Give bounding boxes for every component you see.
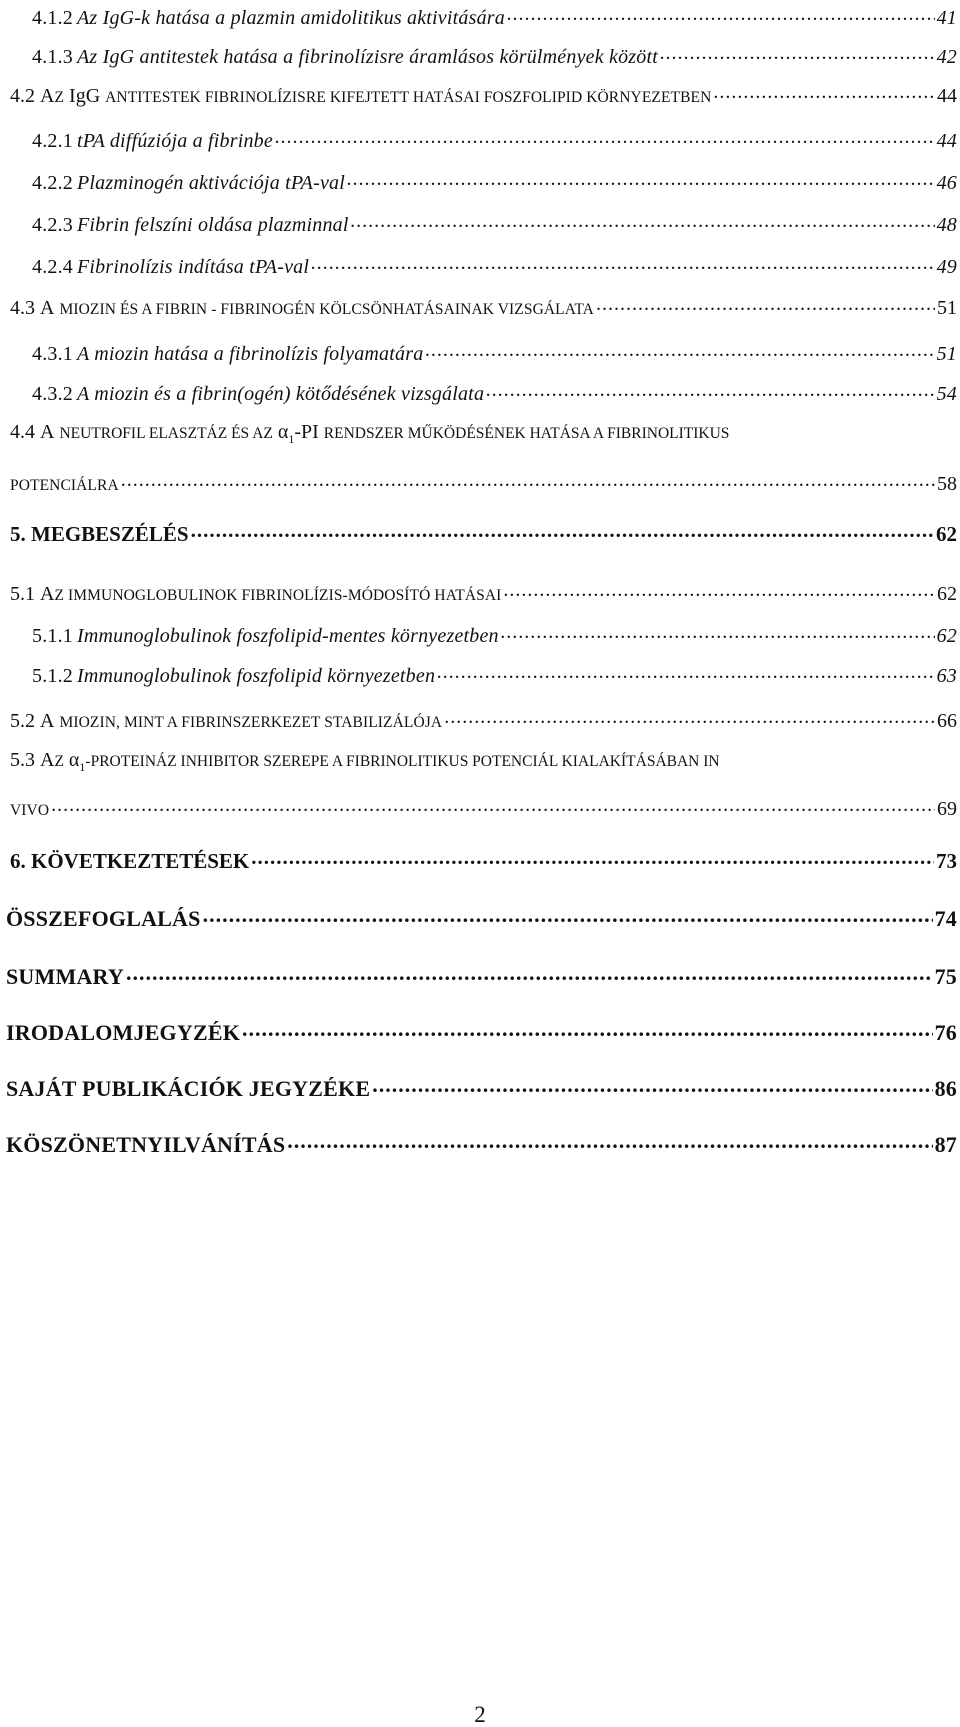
toc-entry-first-line[interactable]	[10, 422, 729, 445]
entry-page: 62	[936, 625, 957, 647]
entry-title-part: NEUTROFIL ELASZTÁZ ÉS AZ	[59, 425, 273, 442]
alpha-subscript: 1	[288, 432, 295, 446]
entry-title: A miozin hatása a fibrinolízis folyamatára	[77, 343, 424, 365]
dot-leader	[121, 470, 935, 490]
toc-entry[interactable]	[32, 211, 957, 235]
alpha-symbol: α	[277, 421, 289, 443]
toc-entry[interactable]	[32, 380, 957, 404]
entry-cap: A	[40, 297, 55, 319]
toc-entry[interactable]	[10, 580, 957, 604]
entry-number: 4.2	[10, 85, 35, 107]
entry-page: 86	[934, 1076, 957, 1101]
entry-number: 5.1.1	[32, 625, 73, 647]
entry-title: ANTITESTEK FIBRINOLÍZISRE KIFEJTETT HATÁSAI FOSZFOLIPID KÖRNYEZETBEN	[105, 89, 712, 106]
toc-entry[interactable]	[32, 253, 957, 277]
entry-cap: A	[40, 421, 55, 443]
entry-title-part: Z	[54, 753, 64, 770]
entry-title: IRODALOMJEGYZÉK	[6, 1020, 241, 1045]
dot-leader	[486, 380, 934, 400]
entry-title: Fibrin felszíni oldása plazminnal	[77, 214, 349, 236]
entry-cap: A	[40, 749, 55, 771]
dot-leader	[372, 1074, 932, 1096]
entry-title-continued: POTENCIÁLRA	[10, 477, 119, 494]
entry-title-part: -PI	[294, 421, 319, 443]
entry-page: 44	[937, 85, 957, 107]
entry-page: 62	[936, 522, 957, 546]
entry-number: 4.2.1	[32, 130, 73, 152]
toc-entry-first-line[interactable]	[10, 750, 720, 773]
dot-leader	[444, 707, 935, 727]
dot-leader	[437, 662, 934, 682]
dot-leader	[351, 211, 935, 231]
entry-page: 58	[937, 473, 957, 495]
toc-entry[interactable]	[32, 127, 957, 151]
toc-entry[interactable]	[32, 4, 957, 28]
entry-title: Az IgG antitestek hatása a fibrinolízisre áramlásos körülmények között	[77, 46, 658, 68]
entry-page: 48	[936, 214, 957, 236]
dot-leader	[275, 127, 935, 147]
dot-leader	[501, 622, 935, 642]
entry-page: 66	[937, 710, 957, 732]
toc-entry[interactable]	[32, 43, 957, 67]
toc-entry[interactable]	[6, 1074, 957, 1100]
entry-title: A miozin és a fibrin(ogén) kötődésének vizsgálata	[77, 383, 485, 405]
entry-page: 73	[936, 849, 957, 873]
entry-title: SAJÁT PUBLIKÁCIÓK JEGYZÉKE	[6, 1076, 371, 1101]
entry-title-part: RENDSZER MŰKÖDÉSÉNEK HATÁSA A FIBRINOLITIKUS	[323, 425, 730, 442]
toc-entry[interactable]	[6, 1018, 957, 1044]
dot-leader	[596, 294, 935, 314]
entry-cap: A	[40, 583, 55, 605]
page-number: 2	[474, 1702, 486, 1727]
entry-number: 4.2.2	[32, 172, 73, 194]
entry-title: MIOZIN ÉS A FIBRIN - FIBRINOGÉN KÖLCSÖNHATÁSAINAK VIZSGÁLATA	[59, 301, 594, 318]
entry-page: 75	[934, 964, 957, 989]
entry-title: Az IgG-k hatása a plazmin amidolitikus aktivitására	[77, 7, 505, 29]
entry-number: 4.2.4	[32, 256, 73, 278]
toc-entry[interactable]	[32, 340, 957, 364]
dot-leader	[507, 4, 935, 24]
entry-title: Immunoglobulinok foszfolipid-mentes környezetben	[77, 625, 499, 647]
dot-leader	[126, 962, 933, 984]
entry-number: 5.1	[10, 583, 35, 605]
entry-title: SUMMARY	[6, 964, 124, 989]
entry-number: 5.3	[10, 749, 35, 771]
dot-leader	[347, 169, 935, 189]
entry-page: 63	[936, 665, 957, 687]
dot-leader	[713, 82, 935, 102]
toc-entry[interactable]	[10, 847, 957, 872]
entry-title-continued: VIVO	[10, 802, 50, 819]
entry-page: 49	[936, 256, 957, 278]
entry-number: 5.1.2	[32, 665, 73, 687]
toc-entry[interactable]	[32, 622, 957, 646]
dot-leader	[287, 1130, 932, 1152]
entry-page: 54	[936, 383, 957, 405]
toc-entry[interactable]	[10, 707, 957, 731]
dot-leader	[191, 520, 934, 541]
entry-title: ÖSSZEFOGLALÁS	[6, 906, 201, 931]
toc-entry[interactable]	[10, 470, 957, 494]
entry-title: tPA diffúziója a fibrinbe	[77, 130, 273, 152]
entry-title: MIOZIN, MINT A FIBRINSZERKEZET STABILIZÁLÓJA	[59, 714, 443, 731]
entry-page: 51	[936, 343, 957, 365]
entry-title-part: IgG	[69, 85, 101, 107]
entry-number: 4.2.3	[32, 214, 73, 236]
entry-page: 46	[936, 172, 957, 194]
toc-entry[interactable]	[10, 520, 957, 545]
dot-leader	[203, 904, 933, 926]
alpha-symbol: α	[68, 749, 80, 771]
entry-page: 62	[937, 583, 957, 605]
entry-page: 74	[934, 906, 957, 931]
toc-entry[interactable]	[10, 795, 957, 819]
alpha-subscript: 1	[79, 760, 86, 774]
entry-page: 87	[934, 1132, 957, 1157]
entry-title-part: Z	[54, 89, 65, 106]
toc-entry[interactable]	[32, 662, 957, 686]
toc-entry[interactable]	[6, 904, 957, 930]
entry-page: 51	[937, 297, 957, 319]
entry-page: 76	[934, 1020, 957, 1045]
entry-title: 5. MEGBESZÉLÉS	[10, 522, 189, 546]
dot-leader	[242, 1018, 933, 1040]
toc-entry[interactable]	[10, 82, 957, 106]
entry-number: 4.1.2	[32, 7, 73, 29]
dot-leader	[311, 253, 934, 273]
toc-entry[interactable]	[10, 294, 957, 318]
dot-leader	[51, 795, 935, 815]
entry-title-part: -PROTEINÁZ INHIBITOR SZEREPE A FIBRINOLITIKUS POTENCIÁL KIALAKÍTÁSÁBAN IN	[85, 753, 720, 770]
entry-number: 4.1.3	[32, 46, 73, 68]
entry-page: 41	[936, 7, 957, 29]
entry-page: 69	[937, 798, 957, 820]
entry-number: 5.2	[10, 710, 35, 732]
entry-title: 6. KÖVETKEZTETÉSEK	[10, 849, 250, 873]
entry-page: 42	[936, 46, 957, 68]
entry-title: Immunoglobulinok foszfolipid környezetben	[77, 665, 436, 687]
toc-entry[interactable]	[6, 1130, 957, 1156]
dot-leader	[425, 340, 934, 360]
entry-title: KÖSZÖNETNYILVÁNÍTÁS	[6, 1132, 286, 1157]
entry-number: 4.3	[10, 297, 35, 319]
entry-page: 44	[936, 130, 957, 152]
entry-cap: A	[40, 710, 55, 732]
entry-cap: A	[40, 85, 55, 107]
dot-leader	[251, 847, 934, 868]
entry-title: Fibrinolízis indítása tPA-val	[77, 256, 310, 278]
dot-leader	[660, 43, 935, 63]
toc-entry[interactable]	[32, 169, 957, 193]
entry-number: 4.3.1	[32, 343, 73, 365]
entry-number: 4.4	[10, 421, 35, 443]
entry-title: Plazminogén aktivációja tPA-val	[77, 172, 345, 194]
toc-entry[interactable]	[6, 962, 957, 988]
dot-leader	[503, 580, 935, 600]
entry-number: 4.3.2	[32, 383, 73, 405]
entry-title: Z IMMUNOGLOBULINOK FIBRINOLÍZIS-MÓDOSÍTÓ HATÁSAI	[54, 587, 502, 604]
